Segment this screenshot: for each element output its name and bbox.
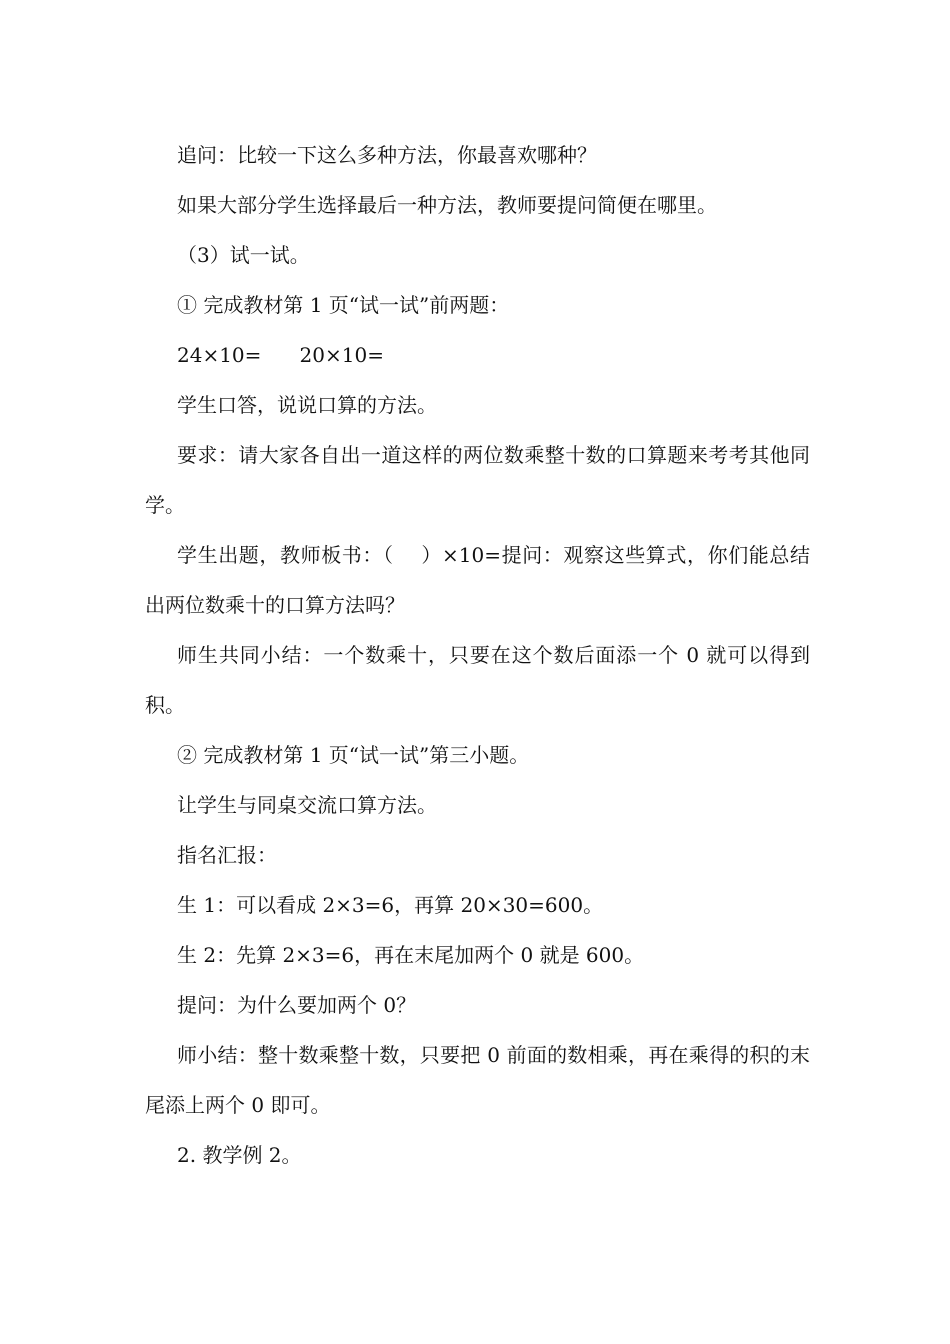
paragraph-requirement: 要求：请大家各自出一道这样的两位数乘整十数的口算题来考考其他同学。 xyxy=(145,443,810,517)
document-body xyxy=(145,130,810,1180)
paragraph-report: 指名汇报： xyxy=(177,843,277,867)
paragraph-teacher-ask: 如果大部分学生选择最后一种方法，教师要提问简便在哪里。 xyxy=(177,193,717,217)
paragraph-student-2: 生 2：先算 2×3=6，再在末尾加两个 0 就是 600。 xyxy=(177,943,645,967)
paragraph-exercise-1: ① 完成教材第 1 页“试一试”前两题： xyxy=(177,293,510,317)
paragraph-summary-2: 师小结：整十数乘整十数，只要把 0 前面的数相乘，再在乘得的积的末尾添上两个 0 即可。 xyxy=(145,1043,810,1117)
paragraph-equations: 24×10= 20×10= xyxy=(177,343,384,367)
paragraph-oral-answer: 学生口答，说说口算的方法。 xyxy=(177,393,437,417)
paragraph-summary-1: 师生共同小结：一个数乘十，只要在这个数后面添一个 0 就可以得到积。 xyxy=(145,643,810,717)
paragraph-question-zeros: 提问：为什么要加两个 0？ xyxy=(177,993,417,1017)
paragraph-students-pose: 学生出题，教师板书：（ ）×10=提问：观察这些算式，你们能总结出两位数乘十的口算方法吗？ xyxy=(145,543,810,617)
paragraph-student-1: 生 1：可以看成 2×3=6，再算 20×30=600。 xyxy=(177,893,604,917)
paragraph-section-try: （3）试一试。 xyxy=(177,243,310,267)
paragraph-exercise-2: ② 完成教材第 1 页“试一试”第三小题。 xyxy=(177,743,530,767)
paragraph-peer-exchange: 让学生与同桌交流口算方法。 xyxy=(177,793,437,817)
paragraph-follow-up-question: 追问：比较一下这么多种方法，你最喜欢哪种？ xyxy=(177,143,597,167)
paragraph-example-2: 2. 教学例 2。 xyxy=(177,1143,302,1167)
